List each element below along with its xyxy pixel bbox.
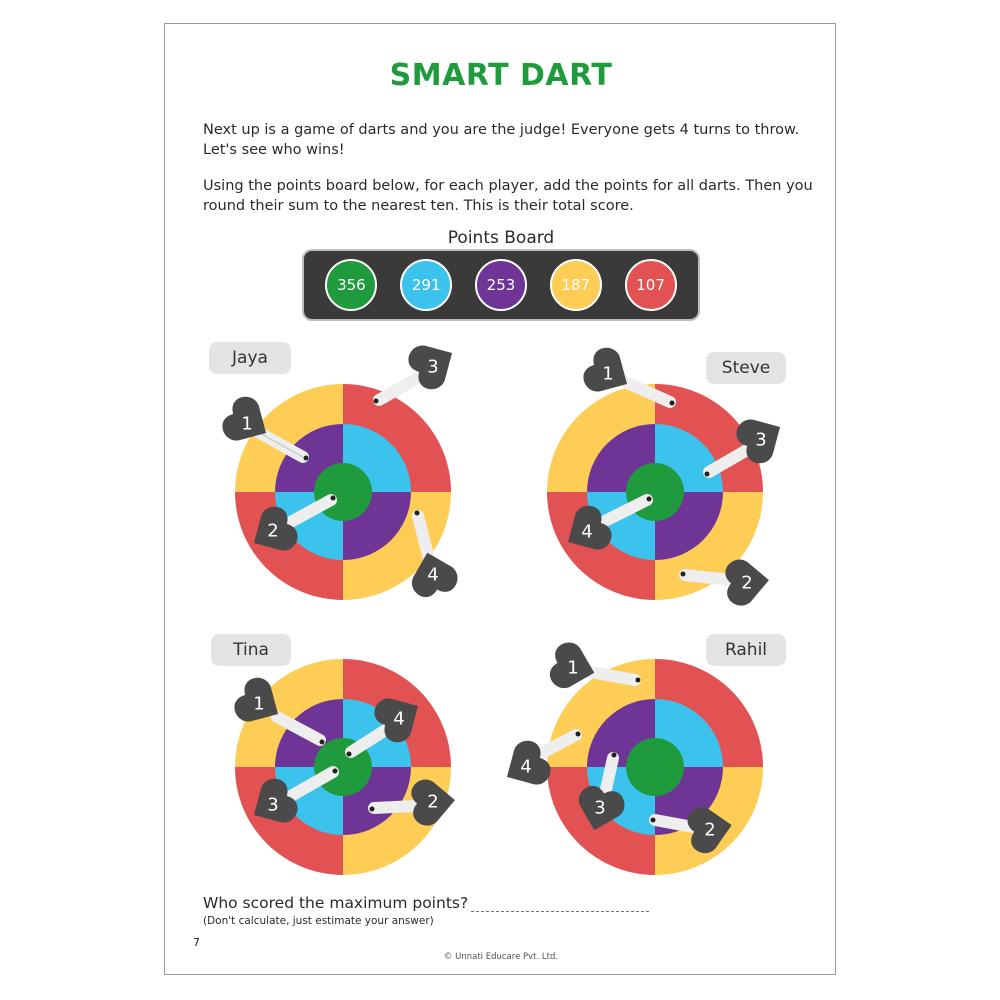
dart-number: 4 [581,521,593,543]
dart-number: 2 [741,572,753,594]
player-name-jaya: Jaya [209,342,291,374]
dart-number: 1 [253,693,265,715]
instruction-paragraph-1: Next up is a game of darts and you are the judge! Everyone gets 4 turns to throw. Let's see who wins! [203,122,800,158]
page-title: SMART DART [389,58,613,93]
player-name-tina: Tina [211,634,291,666]
instruction-paragraph-2: Using the points board below, for each player, add the points for all darts. Then you round their sum to the nearest ten. This is their total score. [203,178,813,214]
dart-number: 2 [427,791,439,813]
points-value: 253 [486,276,516,294]
player-name-rahil: Rahil [706,634,786,666]
points-value: 107 [636,276,665,294]
dart-jaya-3 [374,333,464,404]
dart-number: 4 [427,564,439,586]
dart-number: 3 [755,429,767,451]
worksheet-page [164,23,836,975]
points-value: 356 [337,276,366,294]
dartboard-jaya [235,384,451,600]
dart-number: 3 [267,794,279,816]
dart-number: 4 [393,708,405,730]
question-note: (Don't calculate, just estimate your answer) [203,915,434,927]
player-name-steve: Steve [706,352,786,384]
dart-number: 1 [241,413,253,435]
answer-blank[interactable] [471,911,649,912]
question-text: Who scored the maximum points? [203,894,469,912]
dart-number: 4 [520,756,532,778]
points-value: 291 [411,276,441,294]
dart-number: 2 [267,520,279,542]
dart-number: 1 [602,363,614,385]
points-value: 187 [561,276,591,294]
copyright-text: © Unnati Educare Pvt. Ltd. [443,952,559,962]
dartboard-rahil [547,659,763,875]
dart-number: 3 [594,797,606,819]
page-number: 7 [193,936,200,949]
dart-number: 1 [567,657,579,679]
points-board-label: Points Board [447,228,555,248]
dart-number: 2 [704,819,716,841]
dart-number: 3 [427,356,439,378]
dartboards-illustration [165,24,837,976]
